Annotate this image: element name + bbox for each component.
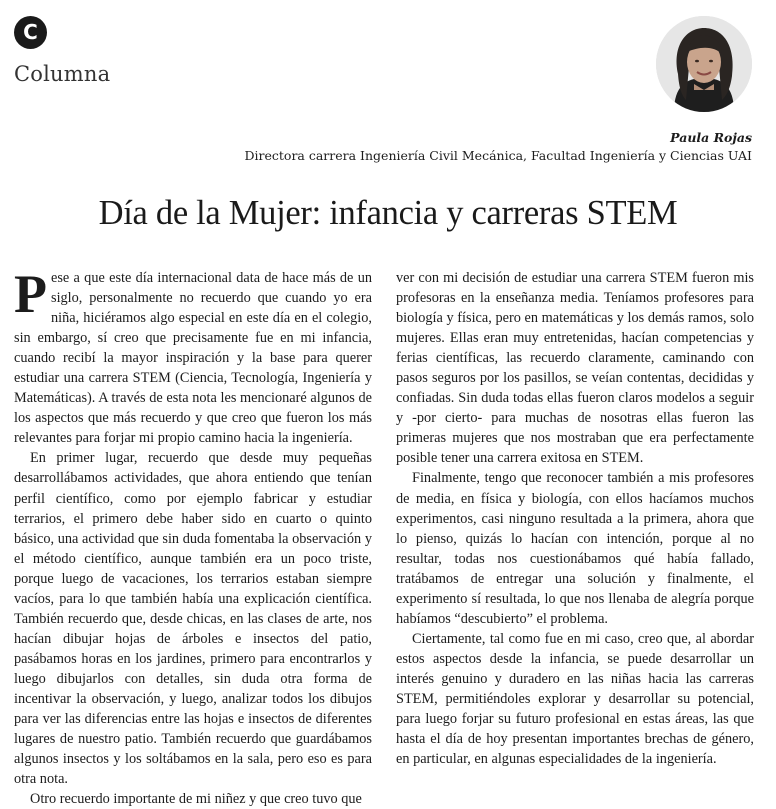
section-label: Columna xyxy=(14,62,111,86)
article-paragraph: ver con mi decisión de estudiar una carrera STEM fueron mis profesoras en la enseñanza media. Teníamos profesores para biología y física, pero en matemáticas y los demás ramos, solo mujeres. Ellas eran muy entretenidas, hacían competencias y ferias científicas, las recuerdo claramente, caminando con pasos seguros por los pasillos, se veían contentas, decididas y confiadas. Sin duda todas ellas fueron claros modelos a seguir y -por cierto- para muchas de nosotras ellas fueron las primeras mujeres que nos mostraban que era perfectamente posible tener una carrera exitosa en STEM. xyxy=(396,270,754,467)
author-photo xyxy=(656,16,752,112)
author-role: Directora carrera Ingeniería Civil Mecánica, Facultad Ingeniería y Ciencias UAI xyxy=(244,148,752,163)
article-paragraph: Ciertamente, tal como fue en mi caso, creo que, al abordar estos aspectos desde la infancia, se puede desarrollar un interés genuino y duradero en las niñas hacia las carreras STEM, permitiéndoles explorar y desarrollar su potencial, para luego forjar su futuro profesional en estas áreas, las que hasta el día de hoy presentan importantes brechas de género, en particular, en algunas especialidades de la ingeniería. xyxy=(396,630,754,768)
article-paragraph xyxy=(14,264,372,448)
article-paragraph: Finalmente, tengo que reconocer también a mis profesores de media, en física y biología, con ellos hacíamos muchos experimentos, casi ninguno resultada a la primera, ahora que lo pienso, quizás lo hacían con intención, porque al no resultar, todas nos cuestionábamos qué había fallado, tratábamos de entregar una solución y finalmente, el experimento sí resultada, lo que nos llenaba de alegría porque habíamos “descubierto” el problema. xyxy=(396,470,754,627)
article-paragraph: Otro recuerdo importante de mi niñez y que creo tuvo que xyxy=(30,791,362,808)
author-portrait-illustration xyxy=(656,16,752,112)
column-badge: C xyxy=(14,16,47,49)
article-title: Día de la Mujer: infancia y carreras STEM xyxy=(98,194,678,232)
drop-cap: P xyxy=(14,264,47,324)
author-name: Paula Rojas xyxy=(670,130,752,145)
article-paragraph: En primer lugar, recuerdo que desde muy pequeñas desarrollábamos actividades, que ahora entiendo que tenían perfil científico, como por ejemplo fabricar y estudiar terrarios, el primero debe haber sido en cuarto o quinto básico, una actividad que sin duda fomentaba la observación y el método científico, aunque también era un poco triste, porque luego de vacaciones, los terrarios estaban siempre vacíos, para lo que también había una explicación científica. También recuerdo que, desde chicas, en las clases de arte, nos hacían dibujar hojas de árboles e insectos del patio, pasábamos horas en los jardines, primero para encontrarlos y luego dibujarlos con detalles, sin duda otra forma de incentivar la observación, y luego, analizar todos los dibujos para ver las diferencias entre las hojas e insectos de diferentes lugares de nuestro patio. También recuerdo que guardábamos algunos insectos y los soltábamos en la sala, pero eso es para otra nota. xyxy=(14,450,372,788)
paragraph-text: ese a que este día internacional data de hace más de un siglo, personalmente no recuerdo que cuando yo era niña, hiciéramos algo especial en este día en el colegio, sin embargo, sí creo que precisamente fue en mi infancia, cuando recibí la mayor inspiración y la base para querer estudiar una carrera STEM (Ciencia, Tecnología, Ingeniería y Matemáticas). A través de esta nota les mencionaré algunos de los aspectos que más recuerdo y que creo que fueron los más relevantes para forjar mi propio camino hacia la ingeniería. xyxy=(14,270,372,447)
article-column-left xyxy=(14,264,372,809)
article-column-right xyxy=(396,268,754,769)
